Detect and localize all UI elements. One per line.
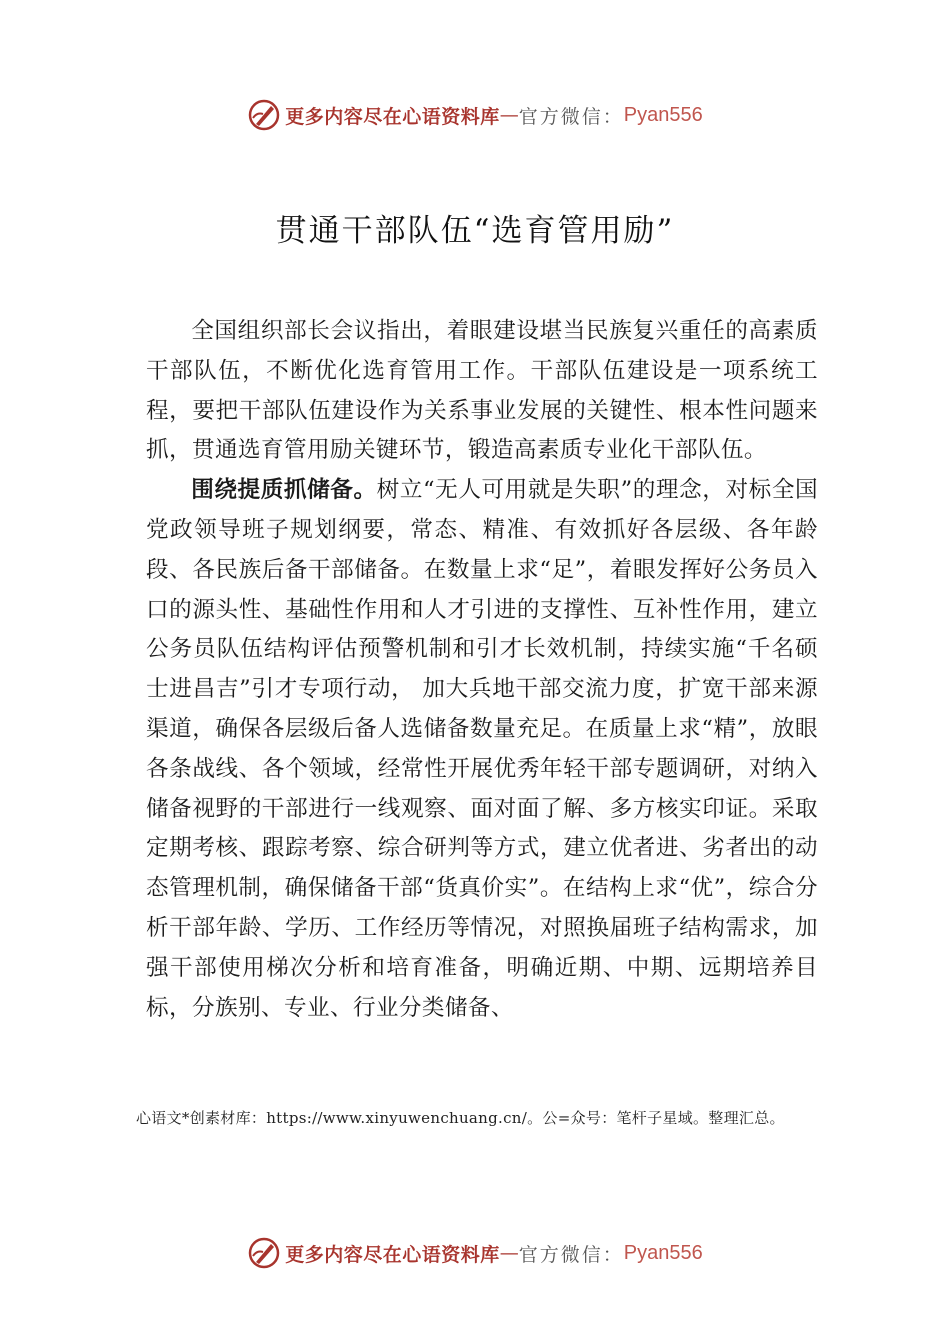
- section-paragraph: [146, 471, 818, 1028]
- header-wechat-label: 官方微信：: [518, 105, 624, 128]
- header-separator: —: [499, 104, 519, 126]
- footer-banner: [0, 1233, 950, 1273]
- footer-wechat-id: Pyan556: [623, 1241, 703, 1264]
- document-title: 贯通干部队伍“选育管用励”: [275, 213, 675, 249]
- header-brand-text: 更多内容尽在心语资料库: [285, 105, 500, 128]
- section-heading: 围绕提质抓储备。: [191, 477, 377, 504]
- section-body: 树立“无人可用就是失职”的理念，对标全国党政领导班子规划纲要，常态、精准、有效抓好各层级、各年龄段、各民族后备干部储备。在数量上求“足”，着眼发挥好公务员入口的源头性、基础性作用和人才引进的支撑性、互补性作用，建立公务员队伍结构评估预警机制和引才长效机制，持续实施“千名硕士进昌吉”引才专项行动， 加大兵地干部交流力度，扩宽干部来源渠道，确保各层级后备人选储备数量充足。在质量上求“精”，放眼各条战线、各个领域，经常性开展优秀年轻干部专题调研，对纳入储备视野的干部进行一线观察、面对面了解、多方核实印证。采取定期考核、跟踪考察、综合研判等方式，建立优者进、劣者出的动态管理机制，确保储备干部“货真价实”。在结构上求“优”，综合分析干部年龄、学历、工作经历等情况，对照换届班子结构需求，加强干部使用梯次分析和培育准备，明确近期、中期、远期培养目标，分族别、专业、行业分类储备、: [146, 477, 818, 1021]
- document-body: [146, 312, 818, 1028]
- source-footnote: 心语文*创素材库：https://www.xinyuwenchuang.cn/。公=众号：笔杆子星域。整理汇总。: [136, 1109, 785, 1127]
- footer-wechat-label: 官方微信：: [518, 1243, 624, 1266]
- pen-logo-icon: [247, 1236, 281, 1270]
- footer-brand-text: 更多内容尽在心语资料库: [285, 1243, 500, 1266]
- footer-separator: —: [499, 1242, 519, 1264]
- header-wechat-id: Pyan556: [623, 103, 703, 126]
- pen-logo-icon: [247, 98, 281, 132]
- intro-paragraph: 全国组织部长会议指出，着眼建设堪当民族复兴重任的高素质干部队伍，不断优化选育管用工作。干部队伍建设是一项系统工程，要把干部队伍建设作为关系事业发展的关键性、根本性问题来抓，贯通选育管用励关键环节，锻造高素质专业化干部队伍。: [146, 318, 818, 464]
- header-banner: [0, 95, 950, 135]
